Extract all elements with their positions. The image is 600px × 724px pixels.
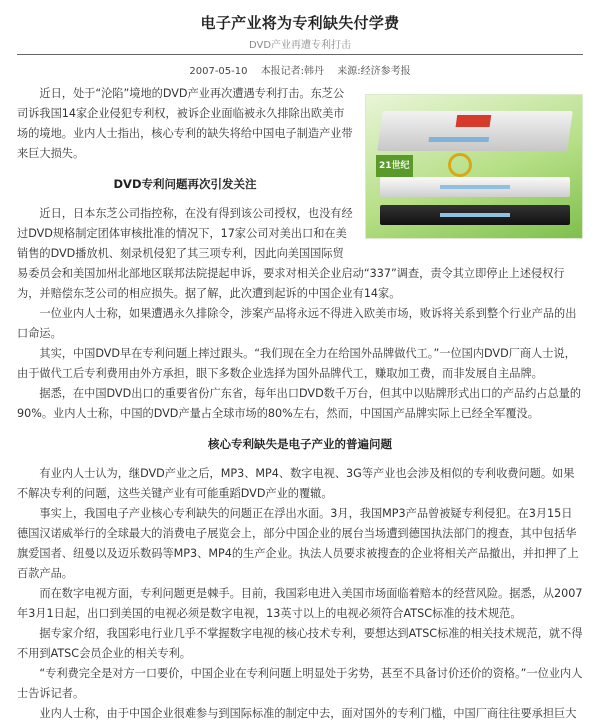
paragraph: 据专家介绍，我国彩电行业几乎不掌握数字电视的核心技术专利，要想达到ATSC标准的相关技术规范，就不得不用到ATSC会员企业的相关专利。: [17, 627, 583, 660]
article-meta: [0, 62, 600, 77]
article-body: [17, 84, 583, 724]
title-divider: [17, 54, 583, 55]
dvd-player-black: [380, 205, 570, 225]
paragraph: 近日，处于“沦陷”境地的DVD产业再次遭遇专利打击。东芝公司诉我国14家企业侵犯专利权，被诉企业面临被永久排除出欧美市场的境地。业内人士指出，核心专利的缺失将给中国电子制造产业带来巨大损失。: [17, 87, 353, 160]
gold-ring-icon: [448, 153, 472, 177]
paragraph: 事实上，我国电子产业核心专利缺失的问题正在浮出水面。3月，我国MP3产品曾被疑专利侵犯。在3月15日德国汉诺威举行的全球最大的消费电子展览会上，部分中国企业的展台当场遭到德国执法部门的搜查，其中包括华旗爱国者、纽曼以及迈乐数码等MP3、MP4的生产企业。执法人员要求被搜查的企业将相关产品撤出，并扣押了上百款产品。: [17, 507, 579, 580]
paragraph: 一位业内人士称，如果遭遇永久排除令，涉案产品将永远不得进入欧美市场，败诉将关系到整个行业产品的出口命运。: [17, 307, 577, 340]
paragraph: 而在数字电视方面，专利问题更是棘手。目前，我国彩电进入美国市场面临着赔本的经营风险。据悉，从2007年3月1日起，出口到美国的电视必须是数字电视，13英寸以上的电视必须符合ATSC标准的技术规范。: [17, 587, 583, 620]
paragraph: “专利费完全是对方一口要价，中国企业在专利问题上明显处于劣势，甚至不具备讨价还价的资格。”一位业内人士告诉记者。: [17, 667, 583, 700]
paragraph: 有业内人士认为，继DVD产业之后，MP3、MP4、数字电视、3G等产业也会涉及相似的专利收费问题。如果不解决专利的问题，这些关键产业有可能重蹈DVD产业的覆辙。: [17, 467, 575, 500]
display-panel: [440, 185, 510, 189]
paragraph: 据悉，在中国DVD出口的重要省份广东省，每年出口DVD数千万台，但其中以贴牌形式出口的产品约占总量的90%。业内人士称，中国的DVD产量占全球市场的80%左右，然而，中国国产品牌实际上已经全军覆没。: [17, 387, 582, 420]
section-heading: 核心专利缺失是电子产业的普遍问题: [208, 437, 392, 451]
display-panel: [428, 137, 489, 142]
paragraph: 近日，日本东芝公司指控称，在没有得到该公司授权，也没有经过DVD规格制定团体审核批准的情况下，17家公司对美出口和在美销售的DVD播放机、刻录机侵犯了其三项专利，因此向美国国际贸易委员会和美国加州北部地区联邦法院提起申诉，要求对相关企业启动“337”调查，责令其立即停止上述侵权行为，并赔偿东芝公司的相应损失。据了解，此次遭到起诉的中国企业有14家。: [17, 207, 565, 300]
article-subtitle: DVD产业再遭专利打击: [248, 40, 352, 51]
article-title: 电子产业将为专利缺失付学费: [200, 14, 400, 32]
section-heading: DVD专利问题再次引发关注: [113, 177, 257, 191]
product-badge: 21世纪: [376, 155, 413, 177]
paragraph: 业内人士称，由于中国企业很难参与到国际标准的制定中去，面对国外的专利门槛，中国厂商往往要承担巨大: [39, 707, 577, 720]
display-panel: [440, 213, 510, 217]
dvd-player-image: [365, 94, 583, 239]
author: 本报记者:韩丹: [260, 66, 325, 77]
brand-logo: [456, 115, 492, 127]
dvd-player-silver: [380, 177, 570, 197]
publish-date: 2007-05-10: [189, 66, 248, 77]
source: 来源:经济参考报: [337, 66, 411, 77]
paragraph: 其实，中国DVD早在专利问题上摔过跟头。“我们现在全力在给国外品牌做代工。”一位国内DVD厂商人士说，由于做代工后专利费用由外方承担，眼下多数企业选择为国外品牌代工，赚取加工费，而非发展自主品牌。: [17, 347, 576, 380]
dvd-player-silver-large: [377, 111, 573, 151]
